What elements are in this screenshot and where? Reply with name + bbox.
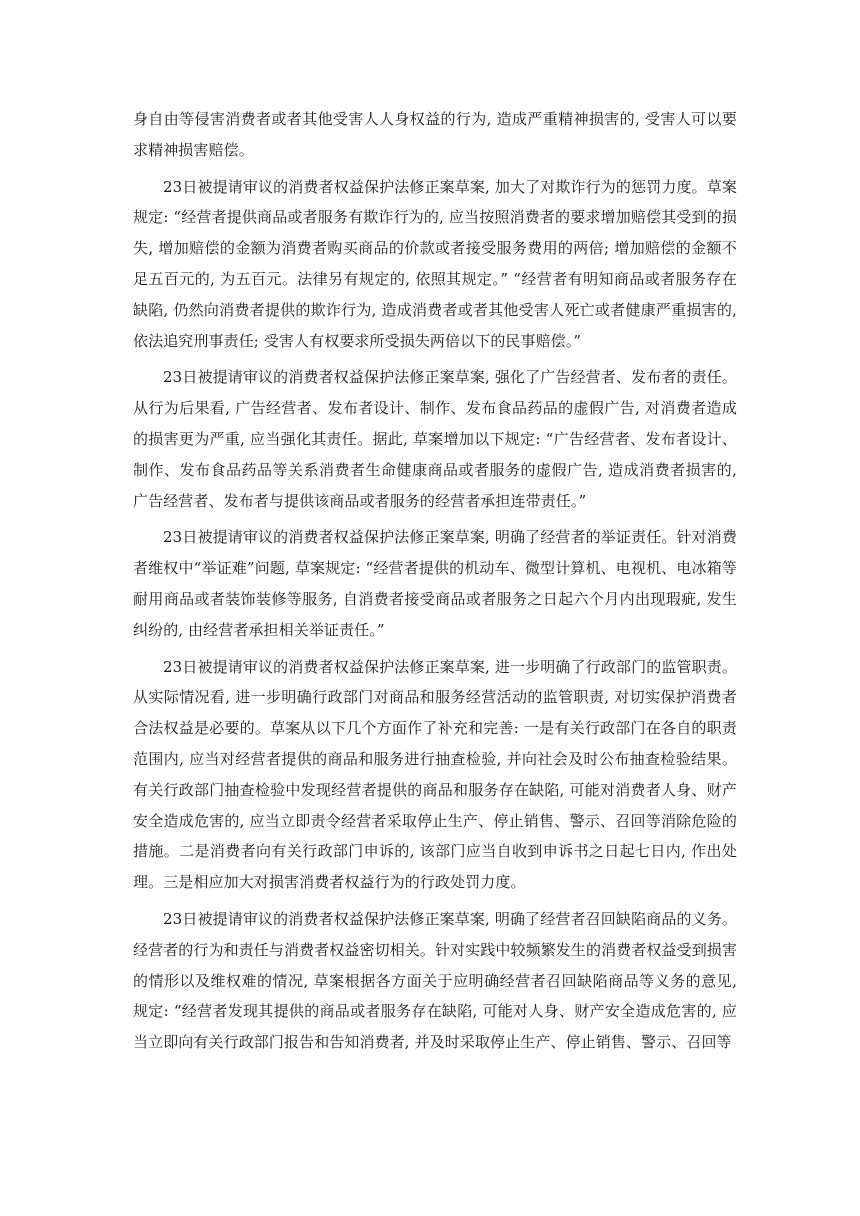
paragraph-burden-of-proof: 23日被提请审议的消费者权益保护法修正案草案, 明确了经营者的举证责任。针对消费者维权中“举证难”问题, 草案规定: “经营者提供的机动车、微型计算机、电视机、电冰箱等耐用商品或者装饰装修等服务, 自消费者接受商品或者服务之日起六个月内出现瑕疵, 发生纠纷的, 由经营者承担相关举证责任。” bbox=[133, 528, 737, 639]
paragraph-regulatory-duty: 23日被提请审议的消费者权益保护法修正案草案, 进一步明确了行政部门的监管职责。从实际情况看, 进一步明确行政部门对商品和服务经营活动的监管职责, 对切实保护消费者合法权益是必要的。草案从以下几个方面作了补充和完善: 一是有关行政部门在各自的职责范围内, 应当对经营者提供的商品和服务进行抽查检验, 并向社会及时公布抽查检验结果。有关行政部门抽查检验中发现经营者提供的商品和服务存在缺陷, 可能对消费者人身、财产安全造成危害的, 应当立即责令经营者采取停止生产、停止销售、警示、召回等消除危险的措施。二是消费者向有关行政部门申诉的, 该部门应当自收到申诉书之日起七日内, 作出处理。三是相应加大对损害消费者权益行为的行政处罚力度。 bbox=[133, 657, 737, 892]
paragraph-fraud-penalty: 23日被提请审议的消费者权益保护法修正案草案, 加大了对欺诈行为的惩罚力度。草案规定: “经营者提供商品或者服务有欺诈行为的, 应当按照消费者的要求增加赔偿其受到的损失, 增加赔偿的金额为消费者购买商品的价款或者接受服务费用的两倍; 增加赔偿的金额不足五百元的, 为五百元。法律另有规定的, 依照其规定。” “经营者有明知商品或者服务存在缺陷, 仍然向消费者提供的欺诈行为, 造成消费者或者其他受害人死亡或者健康严重损害的, 依法追究刑事责任; 受害人有权要求所受损失两倍以下的民事赔偿。” bbox=[133, 177, 737, 350]
document-body bbox=[133, 104, 737, 1064]
paragraph-advertiser-liability: 23日被提请审议的消费者权益保护法修正案草案, 强化了广告经营者、发布者的责任。从行为后果看, 广告经营者、发布者设计、制作、发布食品药品的虚假广告, 对消费者造成的损害更为严重, 应当强化其责任。据此, 草案增加以下规定: “广告经营者、发布者设计、制作、发布食品药品等关系消费者生命健康商品或者服务的虚假广告, 造成消费者损害的, 广告经营者、发布者与提供该商品或者服务的经营者承担连带责任。” bbox=[133, 368, 737, 510]
paragraph-product-recall: 23日被提请审议的消费者权益保护法修正案草案, 明确了经营者召回缺陷商品的义务。经营者的行为和责任与消费者权益密切相关。针对实践中较频繁发生的消费者权益受到损害的情形以及维权难的情况, 草案根据各方面关于应明确经营者召回缺陷商品等义务的意见, 规定: “经营者发现其提供的商品或者服务存在缺陷, 可能对人身、财产安全造成危害的, 应当立即向有关行政部门报告和告知消费者, 并及时采取停止生产、停止销售、警示、召回等 bbox=[133, 909, 738, 1052]
paragraph-continued: 身自由等侵害消费者或者其他受害人人身权益的行为, 造成严重精神损害的, 受害人可以要求精神损害赔偿。 bbox=[133, 110, 737, 159]
